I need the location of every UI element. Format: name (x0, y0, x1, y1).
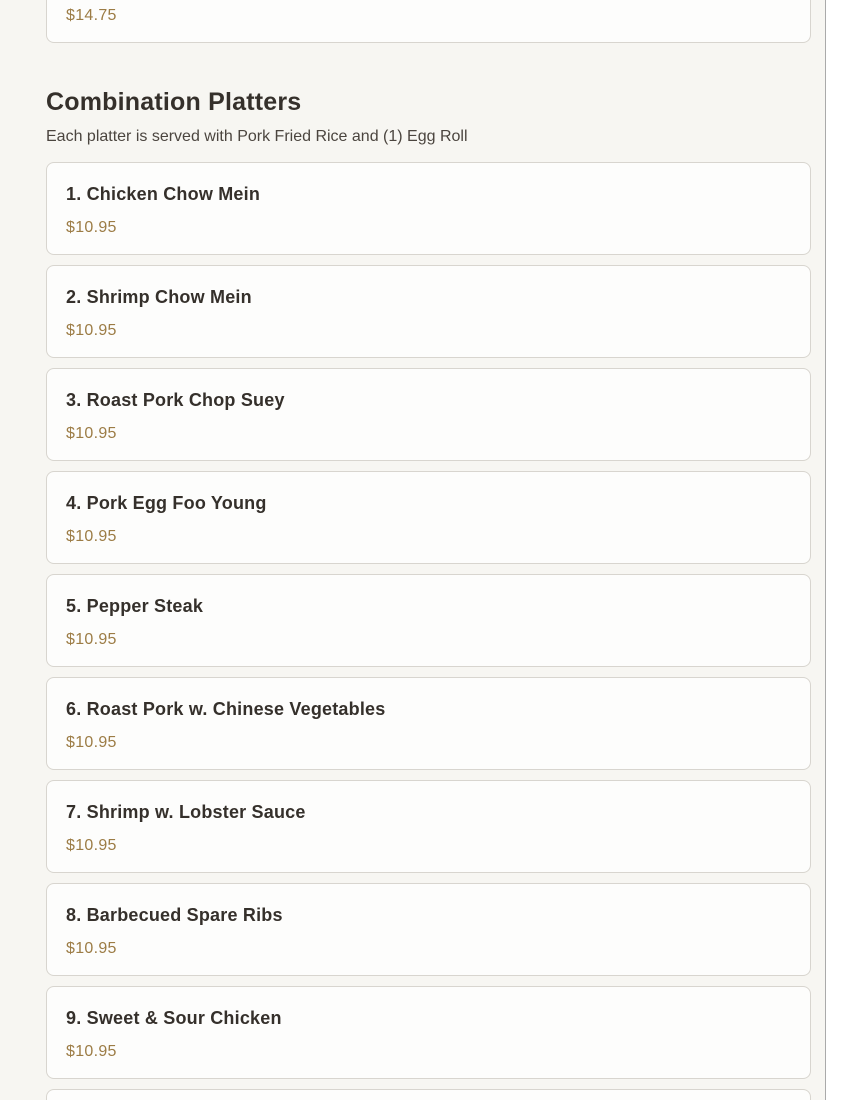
menu-item-price: $10.95 (66, 219, 117, 236)
menu-item-name: 2. Shrimp Chow Mein (66, 287, 252, 307)
menu-item-name: 1. Chicken Chow Mein (66, 184, 261, 204)
menu-item-price: $10.95 (66, 734, 117, 751)
menu-item-card-partial-top[interactable] (46, 0, 811, 43)
menu-item-price: $10.95 (66, 425, 117, 442)
menu-item-card[interactable] (46, 574, 811, 667)
menu-item-price: $10.95 (66, 322, 117, 339)
menu-item-card[interactable] (46, 677, 811, 770)
menu-item-price: $10.95 (66, 940, 117, 957)
menu-item-name: 5. Pepper Steak (66, 596, 204, 616)
menu-item-name: 7. Shrimp w. Lobster Sauce (66, 802, 306, 822)
menu-item-price: $10.95 (66, 837, 117, 854)
menu-item-name: 4. Pork Egg Foo Young (66, 493, 267, 513)
menu-item-name: 9. Sweet & Sour Chicken (66, 1008, 282, 1028)
section-header (46, 88, 811, 147)
section-description: Each platter is served with Pork Fried Rice and (1) Egg Roll (46, 128, 468, 145)
menu-item-card[interactable] (46, 471, 811, 564)
menu-item-list (46, 162, 811, 1079)
menu-item-card-partial-bottom[interactable] (46, 1089, 811, 1100)
menu-item-card[interactable] (46, 265, 811, 358)
menu-item-name: 3. Roast Pork Chop Suey (66, 390, 285, 410)
menu-item-price: $10.95 (66, 528, 117, 545)
menu-item-card[interactable] (46, 162, 811, 255)
menu-item-name: 8. Barbecued Spare Ribs (66, 905, 283, 925)
page-right-strip (826, 0, 844, 1100)
section-title: Combination Platters (46, 88, 302, 116)
menu-item-card[interactable] (46, 368, 811, 461)
menu-item-card[interactable] (46, 780, 811, 873)
menu-item-card[interactable] (46, 986, 811, 1079)
menu-item-price: $10.95 (66, 1043, 117, 1060)
menu-item-card[interactable] (46, 883, 811, 976)
menu-item-name: 6. Roast Pork w. Chinese Vegetables (66, 699, 386, 719)
menu-item-price: $14.75 (66, 7, 117, 24)
menu-item-price: $10.95 (66, 631, 117, 648)
